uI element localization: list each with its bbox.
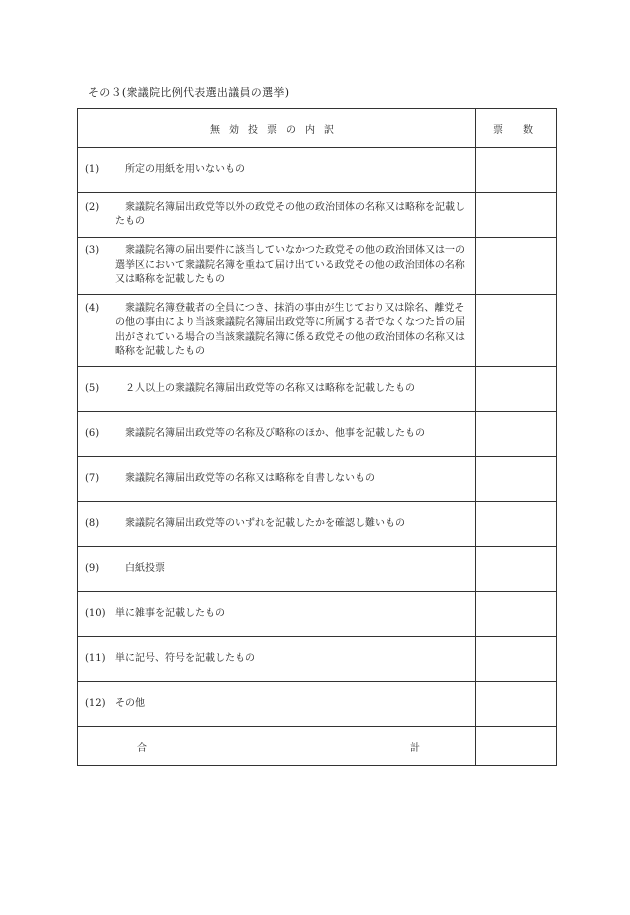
row-description bbox=[78, 457, 476, 502]
row-description bbox=[78, 547, 476, 592]
row-text: 単に雑事を記載したもの bbox=[115, 607, 225, 619]
table-row bbox=[78, 412, 557, 457]
row-count[interactable] bbox=[476, 547, 557, 592]
row-count[interactable] bbox=[476, 457, 557, 502]
total-label-right: 計 bbox=[410, 743, 420, 754]
table-row bbox=[78, 367, 557, 412]
table-row bbox=[78, 148, 557, 193]
row-count[interactable] bbox=[476, 193, 557, 238]
row-description bbox=[78, 637, 476, 682]
row-number: (9) bbox=[85, 562, 100, 574]
table-row bbox=[78, 637, 557, 682]
row-number: (2) bbox=[85, 201, 100, 213]
row-text: 衆議院名簿届出政党等の名称又は略称を自書しないもの bbox=[125, 472, 375, 484]
row-number: (8) bbox=[85, 517, 100, 529]
table-row bbox=[78, 238, 557, 295]
row-count[interactable] bbox=[476, 637, 557, 682]
total-row bbox=[78, 727, 557, 766]
table-row bbox=[78, 193, 557, 238]
row-description bbox=[78, 238, 476, 295]
table-row bbox=[78, 547, 557, 592]
row-count[interactable] bbox=[476, 367, 557, 412]
row-description bbox=[78, 502, 476, 547]
row-text: 所定の用紙を用いないもの bbox=[125, 163, 245, 175]
table-row bbox=[78, 457, 557, 502]
row-description bbox=[78, 295, 476, 367]
row-number: (4) bbox=[85, 302, 100, 314]
row-text: その他 bbox=[115, 697, 145, 709]
row-count[interactable] bbox=[476, 502, 557, 547]
row-count[interactable] bbox=[476, 412, 557, 457]
row-number: (5) bbox=[85, 382, 100, 394]
header-description: 無効投票の内訳 bbox=[78, 109, 476, 148]
row-text: 衆議院名簿届出政党等以外の政党その他の政治団体の名称又は略称を記載したもの bbox=[115, 201, 465, 227]
header-count: 票数 bbox=[476, 109, 557, 148]
row-text: 単に記号、符号を記載したもの bbox=[115, 652, 255, 664]
table-row bbox=[78, 295, 557, 367]
row-number: (10) bbox=[85, 607, 106, 619]
row-description bbox=[78, 148, 476, 193]
row-number: (11) bbox=[85, 652, 106, 664]
table-header-row bbox=[78, 109, 557, 148]
row-count[interactable] bbox=[476, 592, 557, 637]
row-number: (3) bbox=[85, 245, 100, 257]
row-number: (1) bbox=[85, 163, 100, 175]
row-text: 白紙投票 bbox=[125, 562, 165, 574]
row-description bbox=[78, 592, 476, 637]
row-number: (12) bbox=[85, 697, 106, 709]
row-number: (7) bbox=[85, 472, 100, 484]
row-description bbox=[78, 682, 476, 727]
table-row bbox=[78, 592, 557, 637]
total-count[interactable] bbox=[476, 727, 557, 766]
row-description bbox=[78, 193, 476, 238]
total-label-left: 合 bbox=[137, 743, 147, 754]
row-count[interactable] bbox=[476, 295, 557, 367]
row-text: 衆議院名簿登載者の全員につき、抹消の事由が生じており又は除名、離党その他の事由により当該衆議院名簿届出政党等に所属する者でなくなつた旨の届出がされている場合の当該衆議院名簿に係る政党その他の政治団体の名称又は略称を記載したもの bbox=[115, 302, 465, 357]
row-description bbox=[78, 412, 476, 457]
table-row bbox=[78, 682, 557, 727]
row-text: 衆議院名簿の届出要件に該当していなかつた政党その他の政治団体又は一の選挙区において衆議院名簿を重ねて届け出ている政党その他の政治団体の名称又は略称を記載したもの bbox=[115, 245, 465, 286]
row-count[interactable] bbox=[476, 148, 557, 193]
row-text: ２人以上の衆議院名簿届出政党等の名称又は略称を記載したもの bbox=[125, 382, 415, 394]
row-number: (6) bbox=[85, 427, 100, 439]
total-label-cell bbox=[78, 727, 476, 766]
row-count[interactable] bbox=[476, 682, 557, 727]
row-count[interactable] bbox=[476, 238, 557, 295]
row-text: 衆議院名簿届出政党等の名称及び略称のほか、他事を記載したもの bbox=[125, 427, 425, 439]
table-row bbox=[78, 502, 557, 547]
row-text: 衆議院名簿届出政党等のいずれを記載したかを確認し難いもの bbox=[125, 517, 405, 529]
invalid-votes-table bbox=[77, 108, 557, 766]
row-description bbox=[78, 367, 476, 412]
page-heading: その３(衆議院比例代表選出議員の選挙) bbox=[88, 86, 290, 99]
